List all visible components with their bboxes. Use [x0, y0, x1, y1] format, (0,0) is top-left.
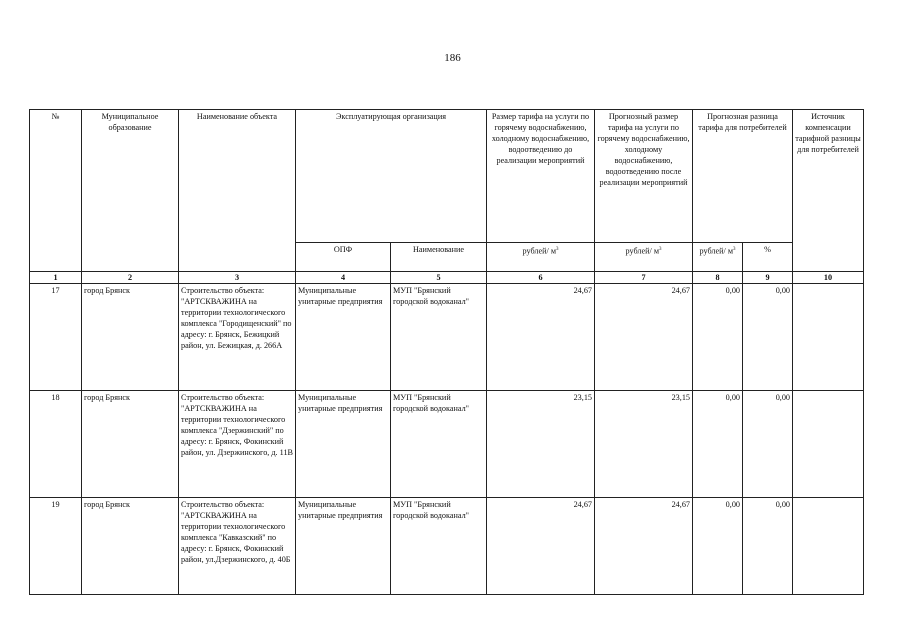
- row-no: 18: [30, 391, 82, 498]
- row-diff-pct: 0,00: [743, 498, 793, 595]
- row-opf: Муниципальные унитарные предприятия: [296, 498, 391, 595]
- row-source: [793, 498, 864, 595]
- col-number: 2: [82, 272, 179, 284]
- row-no: 17: [30, 284, 82, 391]
- col-number: 5: [391, 272, 487, 284]
- header-municipality: Муниципальное образование: [82, 110, 179, 272]
- subheader-unit-forecast: рублей/ $м^3$: [595, 243, 693, 272]
- header-no: №: [30, 110, 82, 272]
- subheader-percent: %: [743, 243, 793, 272]
- header-object-name: Наименование объекта: [179, 110, 296, 272]
- row-source: [793, 284, 864, 391]
- row-diff-rub: 0,00: [693, 498, 743, 595]
- table-row: [30, 391, 864, 498]
- row-tariff-forecast: 23,15: [595, 391, 693, 498]
- header-tariff-before: Размер тарифа на услуги по горячему водоснабжению, холодному водоснабжению, водоотведению до реализации мероприятий: [487, 110, 595, 243]
- row-opf: Муниципальные унитарные предприятия: [296, 284, 391, 391]
- row-tariff-before: 23,15: [487, 391, 595, 498]
- row-municipality: город Брянск: [82, 498, 179, 595]
- row-diff-pct: 0,00: [743, 284, 793, 391]
- tariff-table: [29, 109, 864, 595]
- column-numbers-row: [30, 272, 864, 284]
- header-operator: Эксплуатирующая организация: [296, 110, 487, 243]
- row-object: Строительство объекта: "АРТСКВАЖИНА на территории технологического комплекса "Дзержинский" по адресу: г. Брянск, Фокинский район, ул. Дзержинского, д. 11В: [179, 391, 296, 498]
- row-org: МУП "Брянский городской водоканал": [391, 284, 487, 391]
- row-tariff-forecast: 24,67: [595, 284, 693, 391]
- col-number: 10: [793, 272, 864, 284]
- col-number: 1: [30, 272, 82, 284]
- col-number: 3: [179, 272, 296, 284]
- header-row: [30, 110, 864, 243]
- row-org: МУП "Брянский городской водоканал": [391, 391, 487, 498]
- row-tariff-forecast: 24,67: [595, 498, 693, 595]
- subheader-unit-before: рублей/ $м^3$: [487, 243, 595, 272]
- header-compensation: Источник компенсации тарифной разницы для потребителей: [793, 110, 864, 272]
- row-tariff-before: 24,67: [487, 284, 595, 391]
- row-municipality: город Брянск: [82, 391, 179, 498]
- col-number: 4: [296, 272, 391, 284]
- row-no: 19: [30, 498, 82, 595]
- row-org: МУП "Брянский городской водоканал": [391, 498, 487, 595]
- subheader-opf: ОПФ: [296, 243, 391, 272]
- row-source: [793, 391, 864, 498]
- header-tariff-diff: Прогнозная разница тарифа для потребителей: [693, 110, 793, 243]
- col-number: 8: [693, 272, 743, 284]
- row-diff-rub: 0,00: [693, 391, 743, 498]
- row-tariff-before: 24,67: [487, 498, 595, 595]
- row-object: Строительство объекта: "АРТСКВАЖИНА на территории технологического комплекса "Городищенский" по адресу: г. Брянск, Бежицкий район, ул. Бежицкая, д. 266А: [179, 284, 296, 391]
- row-diff-rub: 0,00: [693, 284, 743, 391]
- col-number: 9: [743, 272, 793, 284]
- header-tariff-forecast: Прогнозный размер тарифа на услуги по горячему водоснабжению, холодному водоснабжению, водоотведению после реализации мероприятий: [595, 110, 693, 243]
- subheader-unit-diff: рублей/ $м^3$: [693, 243, 743, 272]
- col-number: 7: [595, 272, 693, 284]
- row-diff-pct: 0,00: [743, 391, 793, 498]
- row-object: Строительство объекта: "АРТСКВАЖИНА на территории технологического комплекса "Кавказский" по адресу: г. Брянск, Фокинский район, ул.Дзержинского, д. 40Б: [179, 498, 296, 595]
- col-number: 6: [487, 272, 595, 284]
- row-municipality: город Брянск: [82, 284, 179, 391]
- subheader-name: Наименование: [391, 243, 487, 272]
- page-number: 186: [444, 52, 461, 64]
- table-row: [30, 284, 864, 391]
- row-opf: Муниципальные унитарные предприятия: [296, 391, 391, 498]
- table-row: [30, 498, 864, 595]
